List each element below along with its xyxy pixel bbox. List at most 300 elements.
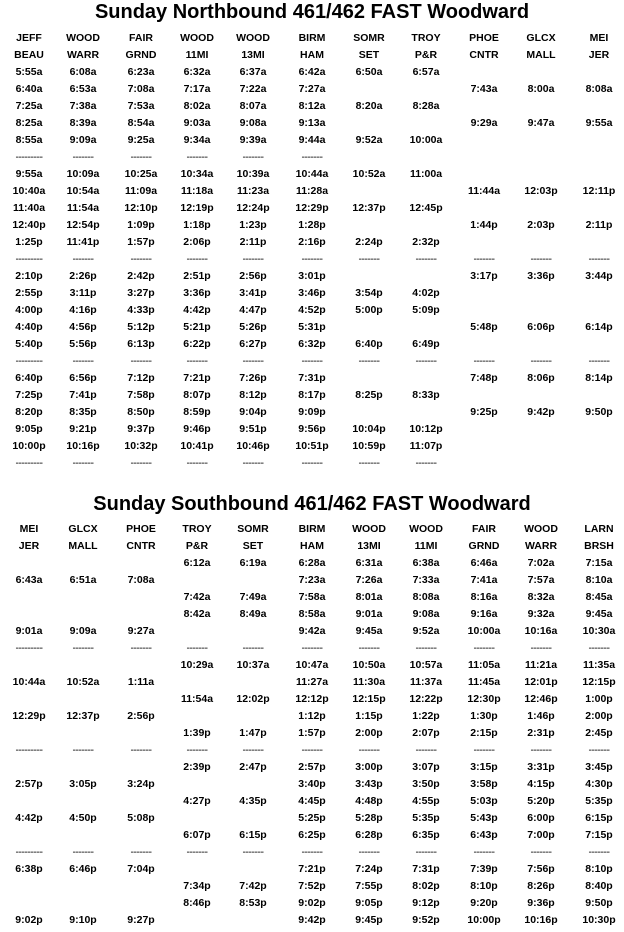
time-cell: 7:12p bbox=[127, 372, 155, 384]
time-cell: 10:16p bbox=[524, 914, 558, 926]
time-cell: 6:32a bbox=[183, 66, 211, 78]
time-cell: 8:49a bbox=[239, 608, 267, 620]
time-cell: 7:23a bbox=[298, 574, 326, 586]
timetable-row bbox=[0, 674, 624, 691]
time-cell: 6:22p bbox=[183, 338, 211, 350]
northbound-timetable bbox=[0, 30, 624, 472]
time-cell: 7:04p bbox=[127, 863, 155, 875]
time-cell: 10:00a bbox=[467, 625, 501, 637]
time-cell: 5:20p bbox=[527, 795, 555, 807]
time-cell: 7:57a bbox=[527, 574, 555, 586]
separator: ------- bbox=[186, 642, 208, 654]
time-cell: 9:42p bbox=[298, 914, 326, 926]
separator: ------- bbox=[473, 253, 495, 265]
timetable-row bbox=[0, 183, 624, 200]
time-cell: 9:16a bbox=[470, 608, 498, 620]
timetable-row bbox=[0, 302, 624, 319]
separator: ------- bbox=[301, 355, 323, 367]
separator: ------- bbox=[242, 846, 264, 858]
time-cell: 8:46p bbox=[183, 897, 211, 909]
time-cell: 4:55p bbox=[412, 795, 440, 807]
separator: ------- bbox=[130, 744, 152, 756]
separator: ------- bbox=[588, 846, 610, 858]
time-cell: 8:26p bbox=[527, 880, 555, 892]
time-cell: 8:02p bbox=[412, 880, 440, 892]
column-header: LARN bbox=[584, 523, 614, 535]
time-cell: 4:56p bbox=[69, 321, 97, 333]
northbound-title: Sunday Northbound 461/462 FAST Woodward bbox=[94, 1, 530, 23]
separator: ------- bbox=[473, 846, 495, 858]
time-cell: 4:16p bbox=[69, 304, 97, 316]
time-cell: 9:25a bbox=[127, 134, 155, 146]
time-cell: 5:12p bbox=[127, 321, 155, 333]
separator: ------- bbox=[588, 355, 610, 367]
timetable-row bbox=[0, 404, 624, 421]
time-cell: 8:53p bbox=[239, 897, 267, 909]
separator: --------- bbox=[15, 642, 43, 654]
time-cell: 7:38a bbox=[69, 100, 97, 112]
time-cell: 3:11p bbox=[69, 287, 97, 299]
time-cell: 9:21p bbox=[69, 423, 97, 435]
time-cell: 3:44p bbox=[585, 270, 613, 282]
timetable-row bbox=[0, 370, 624, 387]
time-cell: 2:07p bbox=[412, 727, 440, 739]
time-cell: 8:07p bbox=[183, 389, 211, 401]
time-cell: 8:00a bbox=[527, 83, 555, 95]
time-cell: 2:26p bbox=[69, 270, 97, 282]
separator: ------- bbox=[530, 355, 552, 367]
column-header: PHOE bbox=[469, 32, 499, 44]
separator: ------- bbox=[588, 642, 610, 654]
time-cell: 6:15p bbox=[239, 829, 267, 841]
time-cell: 9:47a bbox=[527, 117, 555, 129]
time-cell: 2:16p bbox=[298, 236, 326, 248]
time-cell: 5:03p bbox=[470, 795, 498, 807]
time-cell: 12:15p bbox=[352, 693, 386, 705]
time-cell: 8:50p bbox=[127, 406, 155, 418]
time-cell: 11:07p bbox=[409, 440, 443, 452]
time-cell: 7:00p bbox=[527, 829, 555, 841]
time-cell: 1:11a bbox=[127, 676, 155, 688]
time-cell: 3:24p bbox=[127, 778, 155, 790]
time-cell: 10:29a bbox=[180, 659, 214, 671]
column-header: CNTR bbox=[126, 540, 156, 552]
time-cell: 8:58a bbox=[298, 608, 326, 620]
timetable-row bbox=[0, 166, 624, 183]
time-cell: 3:40p bbox=[298, 778, 326, 790]
time-cell: 3:00p bbox=[355, 761, 383, 773]
time-cell: 6:31a bbox=[355, 557, 383, 569]
time-cell: 10:44a bbox=[12, 676, 46, 688]
separator: --------- bbox=[15, 253, 43, 265]
time-cell: 3:17p bbox=[470, 270, 498, 282]
separator: ------- bbox=[72, 457, 94, 469]
time-cell: 10:37a bbox=[236, 659, 270, 671]
time-cell: 3:01p bbox=[298, 270, 326, 282]
time-cell: 10:57a bbox=[409, 659, 443, 671]
time-cell: 10:00a bbox=[409, 134, 443, 146]
time-cell: 9:50p bbox=[585, 406, 613, 418]
column-header: WOOD bbox=[409, 523, 443, 535]
time-cell: 7:26a bbox=[355, 574, 383, 586]
timetable-row bbox=[0, 438, 624, 455]
separator: ------- bbox=[186, 151, 208, 163]
column-header: GRND bbox=[125, 49, 157, 61]
time-cell: 7:34p bbox=[183, 880, 211, 892]
time-cell: 5:56p bbox=[69, 338, 97, 350]
time-cell: 7:15a bbox=[585, 557, 613, 569]
time-cell: 7:31p bbox=[298, 372, 326, 384]
time-cell: 10:50a bbox=[352, 659, 386, 671]
time-cell: 4:00p bbox=[15, 304, 43, 316]
time-cell: 9:09p bbox=[298, 406, 326, 418]
column-header: 11MI bbox=[185, 49, 209, 61]
time-cell: 6:12a bbox=[183, 557, 211, 569]
time-cell: 7:17a bbox=[183, 83, 211, 95]
time-cell: 5:21p bbox=[183, 321, 211, 333]
separator: ------- bbox=[301, 846, 323, 858]
separator: ------- bbox=[186, 457, 208, 469]
time-cell: 9:45p bbox=[355, 914, 383, 926]
column-header: MALL bbox=[68, 540, 98, 552]
timetable-row bbox=[0, 793, 624, 810]
column-header: CNTR bbox=[469, 49, 499, 61]
separator: --------- bbox=[15, 151, 43, 163]
time-cell: 11:05a bbox=[467, 659, 501, 671]
time-cell: 4:15p bbox=[527, 778, 555, 790]
separator: ------- bbox=[130, 151, 152, 163]
time-cell: 11:18a bbox=[180, 185, 214, 197]
time-cell: 9:42a bbox=[298, 625, 326, 637]
time-cell: 8:59p bbox=[183, 406, 211, 418]
time-cell: 7:58a bbox=[298, 591, 326, 603]
column-header: HAM bbox=[300, 540, 324, 552]
time-cell: 10:41p bbox=[180, 440, 214, 452]
time-cell: 12:15p bbox=[582, 676, 616, 688]
time-cell: 2:32p bbox=[412, 236, 440, 248]
time-cell: 9:29a bbox=[470, 117, 498, 129]
time-cell: 2:56p bbox=[239, 270, 267, 282]
time-cell: 8:25a bbox=[15, 117, 43, 129]
column-header: WOOD bbox=[66, 32, 100, 44]
time-cell: 6:14p bbox=[585, 321, 613, 333]
timetable-row bbox=[0, 827, 624, 844]
time-cell: 4:52p bbox=[298, 304, 326, 316]
separator: ------- bbox=[415, 744, 437, 756]
time-cell: 12:54p bbox=[66, 219, 100, 231]
time-cell: 3:27p bbox=[127, 287, 155, 299]
column-header: 11MI bbox=[414, 540, 438, 552]
time-cell: 12:03p bbox=[524, 185, 558, 197]
separator: ------- bbox=[415, 355, 437, 367]
time-cell: 2:06p bbox=[183, 236, 211, 248]
time-cell: 6:46a bbox=[470, 557, 498, 569]
time-cell: 4:42p bbox=[183, 304, 211, 316]
time-cell: 8:12a bbox=[298, 100, 326, 112]
southbound-title: Sunday Southbound 461/462 FAST Woodward bbox=[93, 493, 531, 515]
timetable-row bbox=[0, 810, 624, 827]
time-cell: 1:25p bbox=[15, 236, 43, 248]
time-cell: 3:45p bbox=[585, 761, 613, 773]
column-header: BIRM bbox=[298, 32, 326, 44]
time-cell: 8:40p bbox=[585, 880, 613, 892]
time-cell: 7:53a bbox=[127, 100, 155, 112]
time-cell: 6:28p bbox=[355, 829, 383, 841]
column-header: TROY bbox=[411, 32, 441, 44]
time-cell: 6:53a bbox=[69, 83, 97, 95]
time-cell: 4:48p bbox=[355, 795, 383, 807]
time-cell: 6:38a bbox=[412, 557, 440, 569]
time-cell: 3:50p bbox=[412, 778, 440, 790]
separator: ------- bbox=[242, 457, 264, 469]
separator: ------- bbox=[72, 253, 94, 265]
time-cell: 2:15p bbox=[470, 727, 498, 739]
timetable-row bbox=[0, 64, 624, 81]
time-cell: 6:57a bbox=[412, 66, 440, 78]
time-cell: 10:46p bbox=[236, 440, 270, 452]
timetable-row bbox=[0, 200, 624, 217]
time-cell: 8:14p bbox=[585, 372, 613, 384]
timetable-row bbox=[0, 708, 624, 725]
time-cell: 3:46p bbox=[298, 287, 326, 299]
header-row bbox=[0, 47, 624, 64]
time-cell: 9:34a bbox=[183, 134, 211, 146]
separator: ------- bbox=[415, 642, 437, 654]
time-cell: 6:56p bbox=[69, 372, 97, 384]
column-header: WARR bbox=[524, 540, 558, 552]
time-cell: 2:51p bbox=[183, 270, 211, 282]
timetable-row bbox=[0, 234, 624, 251]
time-cell: 3:07p bbox=[412, 761, 440, 773]
time-cell: 6:06p bbox=[527, 321, 555, 333]
time-cell: 5:26p bbox=[239, 321, 267, 333]
time-cell: 7:26p bbox=[239, 372, 267, 384]
time-cell: 12:30p bbox=[467, 693, 501, 705]
time-cell: 11:54a bbox=[66, 202, 100, 214]
time-cell: 9:25p bbox=[470, 406, 498, 418]
separator: --------- bbox=[15, 355, 43, 367]
time-cell: 4:45p bbox=[298, 795, 326, 807]
time-cell: 9:13a bbox=[298, 117, 326, 129]
timetable-row bbox=[0, 759, 624, 776]
time-cell: 3:15p bbox=[470, 761, 498, 773]
time-cell: 6:40p bbox=[355, 338, 383, 350]
time-cell: 12:01p bbox=[524, 676, 558, 688]
time-cell: 2:10p bbox=[15, 270, 43, 282]
time-cell: 11:40a bbox=[12, 202, 46, 214]
time-cell: 2:55p bbox=[15, 287, 43, 299]
timetable-row bbox=[0, 455, 624, 472]
separator: --------- bbox=[15, 744, 43, 756]
timetable-row bbox=[0, 217, 624, 234]
separator: ------- bbox=[72, 151, 94, 163]
column-header: SOMR bbox=[237, 523, 269, 535]
time-cell: 8:08a bbox=[585, 83, 613, 95]
time-cell: 8:54a bbox=[127, 117, 155, 129]
time-cell: 7:31p bbox=[412, 863, 440, 875]
time-cell: 6:51a bbox=[69, 574, 97, 586]
column-header: BEAU bbox=[14, 49, 44, 61]
header-row bbox=[0, 538, 624, 555]
time-cell: 9:42p bbox=[527, 406, 555, 418]
time-cell: 8:32a bbox=[527, 591, 555, 603]
southbound-timetable bbox=[0, 521, 624, 929]
time-cell: 7:27a bbox=[298, 83, 326, 95]
time-cell: 7:08a bbox=[127, 574, 155, 586]
separator: ------- bbox=[186, 253, 208, 265]
time-cell: 12:24p bbox=[236, 202, 270, 214]
time-cell: 6:43p bbox=[470, 829, 498, 841]
separator: ------- bbox=[130, 642, 152, 654]
time-cell: 9:55a bbox=[15, 168, 43, 180]
time-cell: 2:57p bbox=[298, 761, 326, 773]
time-cell: 3:36p bbox=[527, 270, 555, 282]
timetable-row bbox=[0, 912, 624, 929]
time-cell: 12:46p bbox=[524, 693, 558, 705]
time-cell: 8:01a bbox=[355, 591, 383, 603]
time-cell: 9:20p bbox=[470, 897, 498, 909]
time-cell: 10:30a bbox=[582, 625, 616, 637]
timetable-row bbox=[0, 387, 624, 404]
timetable-row bbox=[0, 251, 624, 268]
time-cell: 11:54a bbox=[180, 693, 214, 705]
time-cell: 11:30a bbox=[352, 676, 386, 688]
column-header: FAIR bbox=[472, 523, 496, 535]
time-cell: 12:12p bbox=[295, 693, 329, 705]
time-cell: 8:39a bbox=[69, 117, 97, 129]
timetable-row bbox=[0, 285, 624, 302]
time-cell: 9:52a bbox=[412, 625, 440, 637]
time-cell: 10:34a bbox=[180, 168, 214, 180]
time-cell: 8:28a bbox=[412, 100, 440, 112]
time-cell: 4:30p bbox=[585, 778, 613, 790]
column-header: TROY bbox=[182, 523, 212, 535]
time-cell: 4:42p bbox=[15, 812, 43, 824]
time-cell: 6:43a bbox=[15, 574, 43, 586]
time-cell: 10:09a bbox=[66, 168, 100, 180]
timetable-row bbox=[0, 895, 624, 912]
time-cell: 11:21a bbox=[524, 659, 558, 671]
column-header: WOOD bbox=[180, 32, 214, 44]
time-cell: 6:25p bbox=[298, 829, 326, 841]
time-cell: 8:10a bbox=[585, 574, 613, 586]
separator: ------- bbox=[358, 355, 380, 367]
column-header: GRND bbox=[468, 540, 500, 552]
time-cell: 8:10p bbox=[585, 863, 613, 875]
separator: ------- bbox=[242, 253, 264, 265]
timetable-row bbox=[0, 98, 624, 115]
time-cell: 12:29p bbox=[12, 710, 46, 722]
time-cell: 8:42a bbox=[183, 608, 211, 620]
separator: --------- bbox=[15, 846, 43, 858]
time-cell: 6:19a bbox=[239, 557, 267, 569]
separator: ------- bbox=[301, 253, 323, 265]
column-header: WOOD bbox=[352, 523, 386, 535]
time-cell: 8:07a bbox=[239, 100, 267, 112]
separator: ------- bbox=[301, 642, 323, 654]
time-cell: 1:22p bbox=[412, 710, 440, 722]
time-cell: 4:40p bbox=[15, 321, 43, 333]
time-cell: 6:28a bbox=[298, 557, 326, 569]
time-cell: 3:36p bbox=[183, 287, 211, 299]
separator: ------- bbox=[242, 642, 264, 654]
time-cell: 9:04p bbox=[239, 406, 267, 418]
time-cell: 9:39a bbox=[239, 134, 267, 146]
time-cell: 9:36p bbox=[527, 897, 555, 909]
time-cell: 1:44p bbox=[470, 219, 498, 231]
timetable-row bbox=[0, 725, 624, 742]
time-cell: 8:55a bbox=[15, 134, 43, 146]
timetable-row bbox=[0, 268, 624, 285]
time-cell: 9:52p bbox=[412, 914, 440, 926]
timetable-row bbox=[0, 421, 624, 438]
time-cell: 7:21p bbox=[183, 372, 211, 384]
time-cell: 10:30p bbox=[582, 914, 616, 926]
time-cell: 10:04p bbox=[352, 423, 386, 435]
time-cell: 7:52p bbox=[298, 880, 326, 892]
time-cell: 10:54a bbox=[66, 185, 100, 197]
time-cell: 4:50p bbox=[69, 812, 97, 824]
time-cell: 6:49p bbox=[412, 338, 440, 350]
time-cell: 3:54p bbox=[355, 287, 383, 299]
time-cell: 3:41p bbox=[239, 287, 267, 299]
time-cell: 10:47a bbox=[295, 659, 329, 671]
time-cell: 5:08p bbox=[127, 812, 155, 824]
time-cell: 4:47p bbox=[239, 304, 267, 316]
time-cell: 2:00p bbox=[355, 727, 383, 739]
time-cell: 5:31p bbox=[298, 321, 326, 333]
time-cell: 5:25p bbox=[298, 812, 326, 824]
time-cell: 2:47p bbox=[239, 761, 267, 773]
time-cell: 11:37a bbox=[409, 676, 443, 688]
time-cell: 6:23a bbox=[127, 66, 155, 78]
time-cell: 10:39a bbox=[236, 168, 270, 180]
time-cell: 8:45a bbox=[585, 591, 613, 603]
timetable-row bbox=[0, 606, 624, 623]
column-header: MALL bbox=[526, 49, 556, 61]
separator: ------- bbox=[415, 457, 437, 469]
time-cell: 1:57p bbox=[127, 236, 155, 248]
time-cell: 7:15p bbox=[585, 829, 613, 841]
time-cell: 1:09p bbox=[127, 219, 155, 231]
time-cell: 9:09a bbox=[69, 134, 97, 146]
time-cell: 7:08a bbox=[127, 83, 155, 95]
column-header: SET bbox=[242, 540, 264, 552]
time-cell: 10:25a bbox=[124, 168, 158, 180]
separator: ------- bbox=[72, 846, 94, 858]
time-cell: 9:46p bbox=[183, 423, 211, 435]
separator: ------- bbox=[358, 642, 380, 654]
time-cell: 9:50p bbox=[585, 897, 613, 909]
time-cell: 6:08a bbox=[69, 66, 97, 78]
time-cell: 11:00a bbox=[409, 168, 443, 180]
time-cell: 12:37p bbox=[66, 710, 100, 722]
time-cell: 6:46p bbox=[69, 863, 97, 875]
time-cell: 9:51p bbox=[239, 423, 267, 435]
time-cell: 5:00p bbox=[355, 304, 383, 316]
time-cell: 9:03a bbox=[183, 117, 211, 129]
separator: ------- bbox=[130, 457, 152, 469]
time-cell: 8:10p bbox=[470, 880, 498, 892]
time-cell: 12:19p bbox=[180, 202, 214, 214]
column-header: P&R bbox=[414, 49, 438, 61]
time-cell: 5:28p bbox=[355, 812, 383, 824]
timetable-row bbox=[0, 623, 624, 640]
time-cell: 10:00p bbox=[12, 440, 46, 452]
column-header: BIRM bbox=[298, 523, 326, 535]
time-cell: 1:57p bbox=[298, 727, 326, 739]
time-cell: 7:42a bbox=[183, 591, 211, 603]
